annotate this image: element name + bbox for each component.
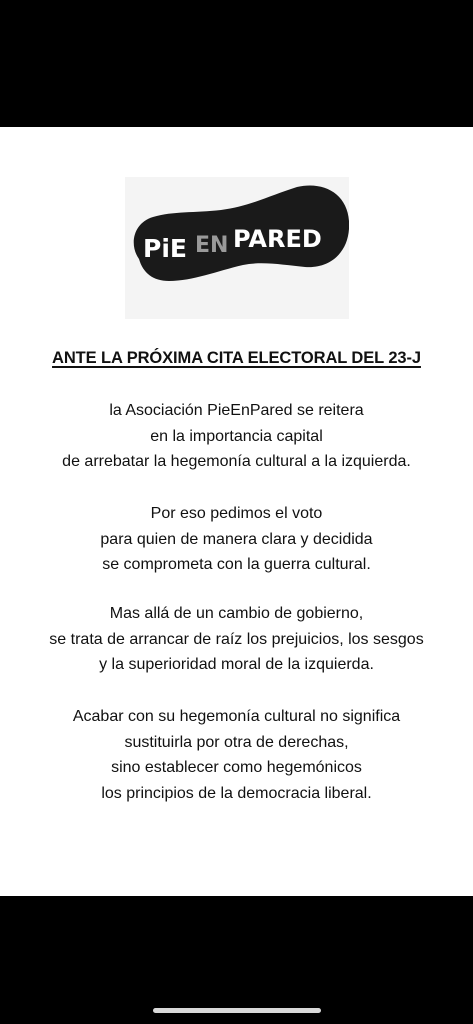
- paragraph-line: Mas allá de un cambio de gobierno,: [109, 605, 364, 622]
- paragraph-line: los principios de la democracia liberal.: [101, 784, 372, 802]
- paragraph-3: [0, 601, 473, 678]
- paragraph-line: sustituirla por otra de derechas,: [124, 733, 349, 751]
- home-indicator[interactable]: [153, 1008, 321, 1013]
- document-heading: [0, 349, 473, 368]
- paragraph-2: [0, 501, 473, 578]
- paragraph-line: de arrebatar la hegemonía cultural a la izquierda.: [62, 453, 411, 470]
- paragraph-line: sino establecer como hegemónicos: [111, 759, 362, 776]
- paragraph-line: se comprometa con la guerra cultural.: [102, 556, 371, 573]
- top-black-bar: [0, 0, 473, 127]
- bottom-black-bar: [0, 896, 473, 1024]
- logo-text-pie: PiE: [143, 234, 187, 263]
- logo-text-pared: PARED: [233, 225, 322, 253]
- pieenpared-logo: [125, 177, 349, 319]
- paragraph-line: se trata de arrancar de raíz los prejuicios, los sesgos: [49, 630, 424, 648]
- footprint-logo-graphic: [125, 177, 349, 319]
- paragraph-4: [0, 704, 473, 806]
- paragraph-line: Por eso pedimos el voto: [150, 505, 323, 522]
- paragraph-line: para quien de manera clara y decidida: [100, 530, 373, 548]
- paragraph-line: en la importancia capital: [150, 427, 323, 445]
- paragraph-line: la Asociación PieEnPared se reitera: [109, 402, 364, 419]
- heading-text: ANTE LA PRÓXIMA CITA ELECTORAL DEL 23-J: [52, 349, 421, 367]
- paragraph-line: y la superioridad moral de la izquierda.: [99, 656, 374, 673]
- paragraph-1: [0, 398, 473, 475]
- logo-text-en: EN: [195, 233, 229, 258]
- paragraph-line: Acabar con su hegemonía cultural no significa: [72, 708, 401, 725]
- document-image: [0, 127, 473, 896]
